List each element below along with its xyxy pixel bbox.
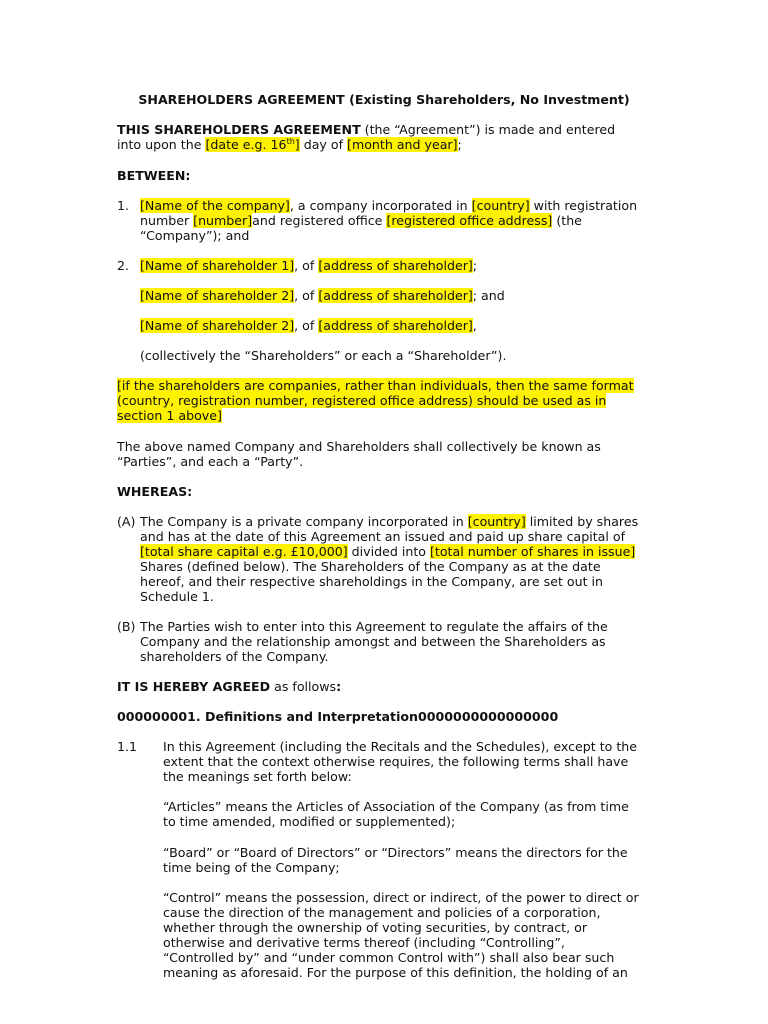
intro-line-2: into upon the [date e.g. 16th] day of [month and year]; [117, 136, 462, 152]
party-1-line-2: number [number]and registered office [registered office address] (the [140, 213, 582, 228]
recital-b-line: Company and the relationship amongst and between the Shareholders as [140, 634, 606, 649]
whereas-heading: WHEREAS: [117, 484, 193, 499]
clause-line: extent that the context otherwise requires, the following terms shall have [163, 754, 629, 769]
recital-b-label: (B) [117, 619, 136, 634]
company-name-placeholder: [Name of the company] [140, 198, 290, 213]
definition-control: “Control” means the possession, direct or indirect, of the power to direct or [163, 890, 639, 905]
party-1-number: 1. [117, 198, 130, 213]
note-line: (country, registration number, registered office address) should be used as in [117, 393, 607, 408]
recital-a-line: hereof, and their respective shareholdings in the Company, are set out in [140, 574, 604, 589]
between-heading: BETWEEN: [117, 168, 191, 183]
party-2-number: 2. [117, 258, 130, 273]
recital-b-line: The Parties wish to enter into this Agreement to regulate the affairs of the [140, 619, 608, 634]
office-placeholder: [registered office address] [386, 213, 553, 228]
recital-a-line: [total share capital e.g. £10,000] divided into [total number of shares in issue] [140, 544, 636, 559]
shareholder-line: [Name of shareholder 2], of [address of shareholder], [140, 318, 477, 333]
definition-board: time being of the Company; [163, 860, 340, 875]
section-heading: 000000001. Definitions and Interpretation0000000000000000 [117, 709, 559, 724]
definition-control: whether through the ownership of voting securities, by contract, or [163, 920, 587, 935]
definition-articles: to time amended, modified or supplemented); [163, 814, 456, 829]
agreed-line: IT IS HEREBY AGREED as follows: [117, 679, 342, 694]
parties-text: “Parties”, and each a “Party”. [117, 454, 304, 469]
date-placeholder: [date e.g. 16th] [205, 136, 300, 152]
definition-control: otherwise and derivative terms thereof (including “Controlling”, [163, 935, 565, 950]
clause-line: the meanings set forth below: [163, 769, 352, 784]
clause-line: In this Agreement (including the Recitals and the Schedules), except to the [163, 739, 638, 754]
recital-a-line: Schedule 1. [140, 589, 214, 604]
shareholder-line: [Name of shareholder 1], of [address of shareholder]; [140, 258, 478, 273]
recital-a-line: The Company is a private company incorporated in [country] limited by shares [140, 514, 639, 529]
definition-board: “Board” or “Board of Directors” or “Directors” means the directors for the [163, 845, 628, 860]
country-placeholder: [country] [471, 198, 530, 213]
parties-text: The above named Company and Shareholders shall collectively be known as [117, 439, 601, 454]
shareholder-line: [Name of shareholder 2], of [address of shareholder]; and [140, 288, 505, 303]
collective-definition: (collectively the “Shareholders” or each a “Shareholder”). [140, 348, 507, 363]
definition-articles: “Articles” means the Articles of Association of the Company (as from time [163, 799, 629, 814]
agreement-lead: THIS SHAREHOLDERS AGREEMENT [117, 122, 361, 137]
recital-b-line: shareholders of the Company. [140, 649, 329, 664]
party-1-line-3: “Company”); and [140, 228, 250, 243]
intro-line-1: THIS SHAREHOLDERS AGREEMENT (the “Agreement”) is made and entered [117, 122, 616, 137]
note-line: section 1 above] [117, 408, 222, 423]
clause-number: 1.1 [117, 739, 138, 754]
recital-a-label: (A) [117, 514, 136, 529]
note-line: [if the shareholders are companies, rather than individuals, then the same format [117, 378, 634, 393]
month-placeholder: [month and year] [347, 137, 458, 152]
definition-control: “Controlled by” and “under common Control with”) shall also bear such [163, 950, 615, 965]
definition-control: cause the direction of the management and policies of a corporation, [163, 905, 601, 920]
party-1-line-1: [Name of the company], a company incorporated in [country] with registration [140, 198, 638, 213]
recital-a-line: Shares (defined below). The Shareholders of the Company as at the date [140, 559, 601, 574]
recital-a-line: and has at the date of this Agreement an issued and paid up share capital of [140, 529, 626, 544]
definition-control: meaning as aforesaid. For the purpose of this definition, the holding of an [163, 965, 628, 980]
document-title: SHAREHOLDERS AGREEMENT (Existing Shareholders, No Investment) [138, 92, 630, 107]
reg-number-placeholder: [number] [193, 213, 253, 228]
share-count-placeholder: [total number of shares in issue] [430, 544, 636, 559]
share-capital-placeholder: [total share capital e.g. £10,000] [140, 544, 348, 559]
